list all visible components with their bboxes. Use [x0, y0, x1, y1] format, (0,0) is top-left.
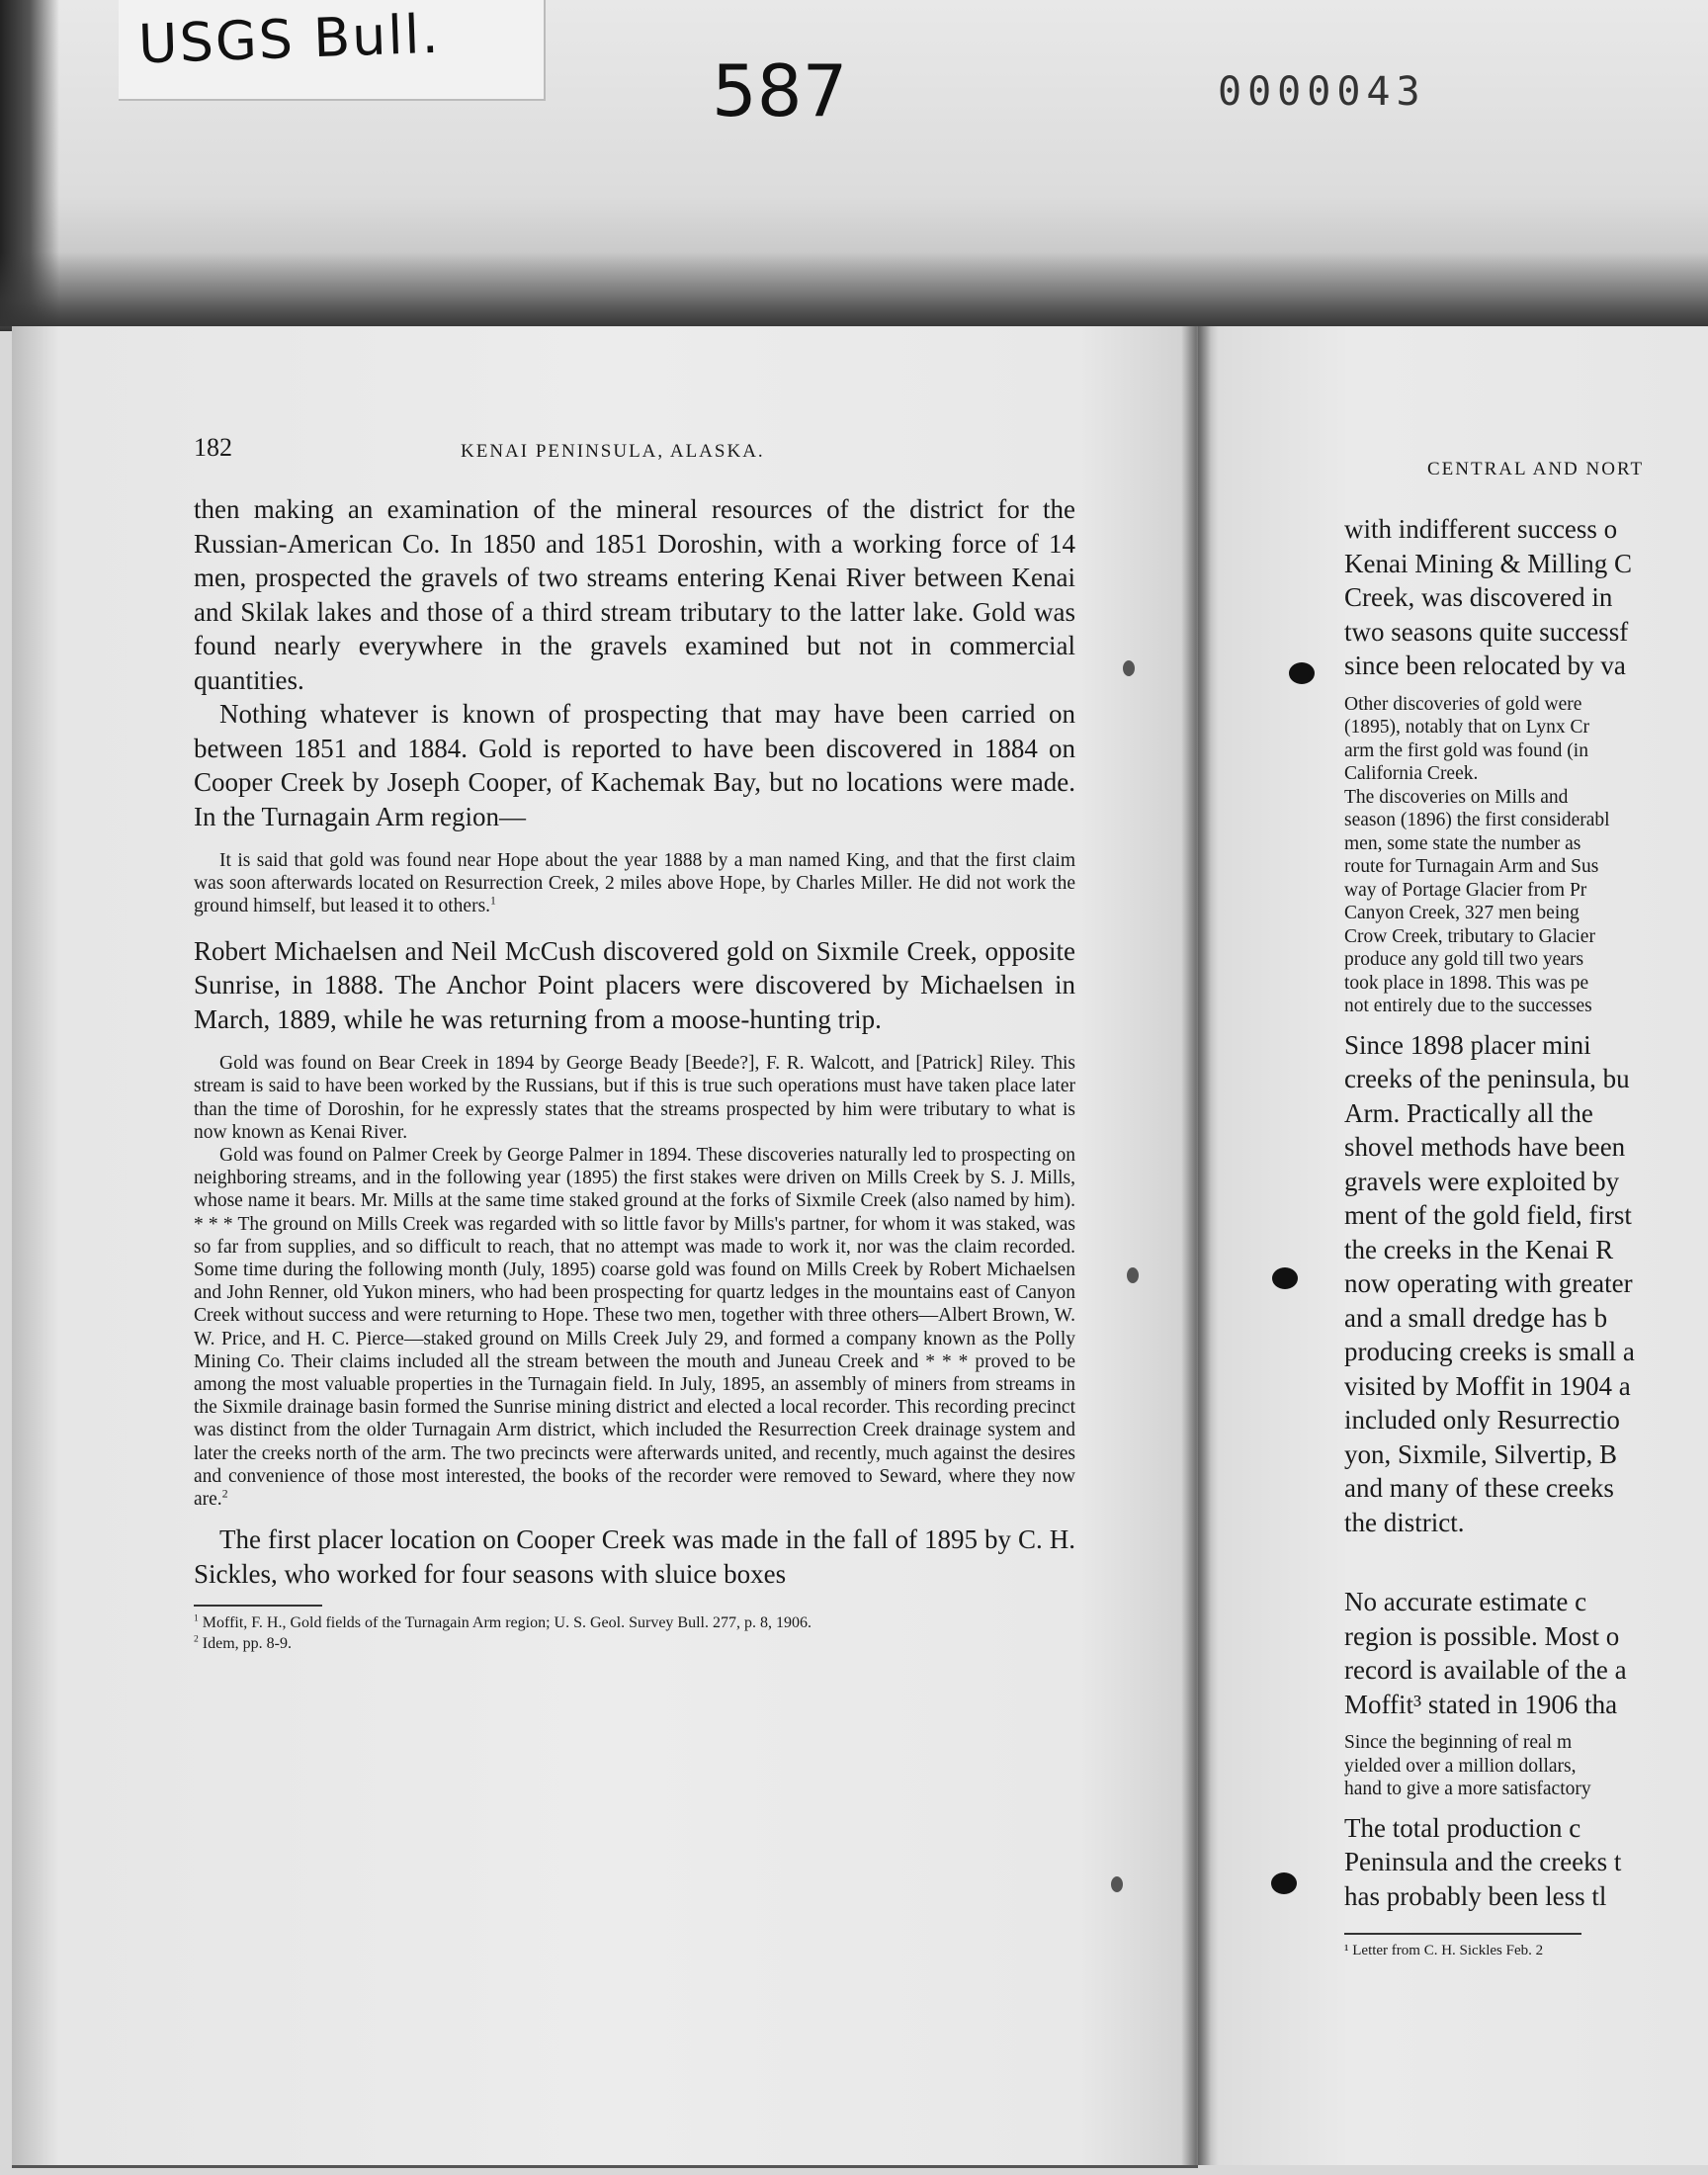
right-text-line: Arm. Practically all the [1344, 1097, 1593, 1128]
footnote-ref: 2 [221, 1487, 228, 1501]
right-text-line: Peninsula and the creeks t [1344, 1847, 1622, 1876]
binding-hole [1272, 1267, 1298, 1289]
right-text-line: region is possible. Most o [1344, 1620, 1620, 1651]
right-block-quote [1344, 693, 1680, 1018]
footnote-mark: 1 [194, 1612, 199, 1624]
block-quote [194, 1144, 1075, 1511]
right-text-line: producing creeks is small a [1344, 1337, 1635, 1366]
right-text-line: season (1896) the first considerabl [1344, 810, 1610, 830]
right-text-line: Since the beginning of real m [1344, 1732, 1573, 1753]
right-paragraph [1344, 1028, 1680, 1540]
binding-hole [1271, 1872, 1297, 1894]
right-text-line: The total production c [1344, 1812, 1581, 1843]
right-text-line: (1895), notably that on Lynx Cr [1344, 717, 1590, 738]
paragraph: then making an examination of the mineral resources of the district for the Russian-American Co. In 1850 and 1851 Doroshin, with a working force of 14 men, prospected the gravels of two streams entering Kenai River between Kenai and Skilak lakes and those of a third stream tributary to the latter lake. Gold was found nearly everywhere in the gravels examined but not in commercial quantities. [194, 494, 1075, 695]
block-quote [194, 849, 1075, 918]
paragraph: The first placer location on Cooper Creek was made in the fall of 1895 by C. H. Sickles, who worked for four seasons with sluice boxes [194, 1524, 1075, 1589]
right-text-line: yon, Sixmile, Silvertip, B [1344, 1438, 1618, 1469]
right-block-quote [1344, 1731, 1680, 1801]
left-column [194, 492, 1075, 1654]
right-text-line: two seasons quite successf [1344, 616, 1629, 647]
right-text-line: now operating with greater [1344, 1268, 1633, 1298]
page-gutter [1181, 326, 1211, 2165]
right-text-line: yielded over a million dollars, [1344, 1755, 1577, 1777]
right-text-line: shovel methods have been [1344, 1132, 1626, 1162]
footnote-text: Moffit, F. H., Gold fields of the Turnagain Arm region; U. S. Geol. Survey Bull. 277, p. 8, 1906. [202, 1614, 811, 1632]
page-number: 182 [194, 433, 232, 462]
paragraph: Robert Michaelsen and Neil McCush discovered gold on Sixmile Creek, opposite Sunrise, in 1888. The Anchor Point placers were discovered by Michaelsen in March, 1889, while he was returning from a moose-hunting trip. [194, 935, 1075, 1034]
right-text-line: creeks of the peninsula, bu [1344, 1064, 1630, 1093]
footnote-mark: 2 [194, 1633, 199, 1645]
right-paragraph [1344, 512, 1680, 683]
block-quote: Gold was found on Bear Creek in 1894 by George Beady [Beede?], F. R. Walcott, and [Patrick] Riley. This stream is said to have been worked by the Russians, but if this is true such operations must have taken place later than the time of Doroshin, for he expressly states that the streams prospected by him were tributary to what is now known as Kenai River. [194, 1053, 1075, 1143]
right-text-line: Kenai Mining & Milling C [1344, 548, 1633, 578]
right-text-line: way of Portage Glacier from Pr [1344, 879, 1587, 901]
stamp-number: 0000043 [1218, 69, 1426, 115]
right-paragraph [1344, 1585, 1680, 1721]
footnote-rule [194, 1605, 322, 1607]
right-text-line: has probably been less tl [1344, 1880, 1607, 1911]
binding-hole [1289, 662, 1315, 684]
right-text-line: men, some state the number as [1344, 832, 1581, 854]
right-text-line: Since 1898 placer mini [1344, 1029, 1591, 1060]
block-quote-text: Gold was found on Palmer Creek by George Palmer in 1894. These discoveries naturally led to prospecting on neighboring streams, and in the following year (1895) the first stakes were driven on Mills Creek by S. J. Mills, whose name it bears. Mr. Mills at the same time staked ground at the forks of Sixmile Creek (also named by him). * * * The ground on Mills Creek was regarded with so little favor by Mills's partner, for whom it was staked, was so far from supplies, and so difficult to reach, that no attempt was made to work it, nor was the claim recorded. Some time during the following month (July, 1895) coarse gold was found on Mills Creek by Robert Michaelsen and John Renner, old Yukon miners, who had been prospecting for quartz ledges in the mountains east of Canyon Creek without success and were returning to Hope. These two men, together with three others—Albert Brown, W. W. Price, and H. C. Pierce—staked ground on Mills Creek July 29, and formed a company known as the Polly Mining Co. Their claims included all the stream between the mouth and Juneau Creek and * * * proved to be among the most valuable properties in the Turnagain field. In July, 1895, an assembly of miners from streams in the Sixmile drainage basin formed the Sunrise mining district and elected a local recorder. This recording precinct was distinct from the older Turnagain Arm district, which included the Resurrection Creek drainage system and later the creeks north of the arm. The two precincts were afterwards united, and recently, much against the desires and convenience of those most interested, the books of the recorder were removed to Seward, where they now are. [194, 1144, 1075, 1510]
footnote [194, 1612, 1075, 1633]
fold-line [0, 252, 1708, 331]
right-text-line: hand to give a more satisfactory [1344, 1779, 1591, 1799]
right-text-line: visited by Moffit in 1904 a [1344, 1370, 1631, 1401]
right-text-line: included only Resurrectio [1344, 1405, 1620, 1435]
right-text-line: The discoveries on Mills and [1344, 786, 1569, 808]
right-text-line: the district. [1344, 1507, 1465, 1537]
right-text-line: arm the first gold was found (in [1344, 740, 1588, 761]
right-text-line: record is available of the a [1344, 1655, 1627, 1685]
right-column [1344, 512, 1680, 2094]
binding-hole [1123, 660, 1135, 676]
right-text-line: and many of these creeks [1344, 1473, 1614, 1503]
block-quote-text: It is said that gold was found near Hope about the year 1888 by a man named King, and that the first claim was soon afterwards located on Resurrection Creek, 2 miles above Hope, by Charles Miller. He did not work the ground himself, but leased it to others. [194, 850, 1075, 917]
right-text-line: ment of the gold field, first [1344, 1200, 1632, 1230]
right-text-line: produce any gold till two years [1344, 949, 1584, 970]
right-running-head: CENTRAL AND NORT [1427, 459, 1645, 479]
footnote-text: Idem, pp. 8-9. [202, 1635, 292, 1653]
running-head: KENAI PENINSULA, ALASKA. [461, 441, 765, 462]
right-text-line: the creeks in the Kenai R [1344, 1234, 1614, 1264]
right-text-line: gravels were exploited by [1344, 1166, 1620, 1196]
binding-hole [1111, 1876, 1123, 1892]
right-text-line: Canyon Creek, 327 men being [1344, 903, 1580, 923]
right-text-line: route for Turnagain Arm and Sus [1344, 856, 1599, 877]
right-text-line: No accurate estimate c [1344, 1587, 1587, 1616]
right-paragraph [1344, 1811, 1680, 1914]
right-text-line: California Creek. [1344, 763, 1479, 784]
right-text-line: since been relocated by va [1344, 651, 1626, 680]
footnote [194, 1633, 1075, 1654]
right-text-line: Moffit³ stated in 1906 tha [1344, 1689, 1618, 1719]
right-text-line: Other discoveries of gold were [1344, 693, 1582, 715]
handwritten-label: USGS Bull. [136, 2, 442, 76]
right-text-line: not entirely due to the successes [1344, 996, 1592, 1016]
right-text-line: with indifferent success o [1344, 514, 1618, 544]
right-footnote: ¹ Letter from C. H. Sickles Feb. 2 [1344, 1943, 1544, 1958]
handwritten-number: 587 [712, 49, 848, 132]
right-text-line: and a small dredge has b [1344, 1302, 1608, 1333]
footnote-ref: 1 [490, 894, 496, 908]
binding-hole [1127, 1267, 1139, 1283]
right-text-line: Creek, was discovered in [1344, 582, 1613, 612]
right-text-line: took place in 1898. This was pe [1344, 972, 1589, 994]
right-text-line: Crow Creek, tributary to Glacier [1344, 925, 1595, 947]
paragraph: Nothing whatever is known of prospecting that may have been carried on between 1851 and 1884. Gold is reported to have been discovered in 1884 on Cooper Creek by Joseph Cooper, of Kachemak Bay, but no locations were made. In the Turnagain Arm region— [194, 699, 1075, 831]
